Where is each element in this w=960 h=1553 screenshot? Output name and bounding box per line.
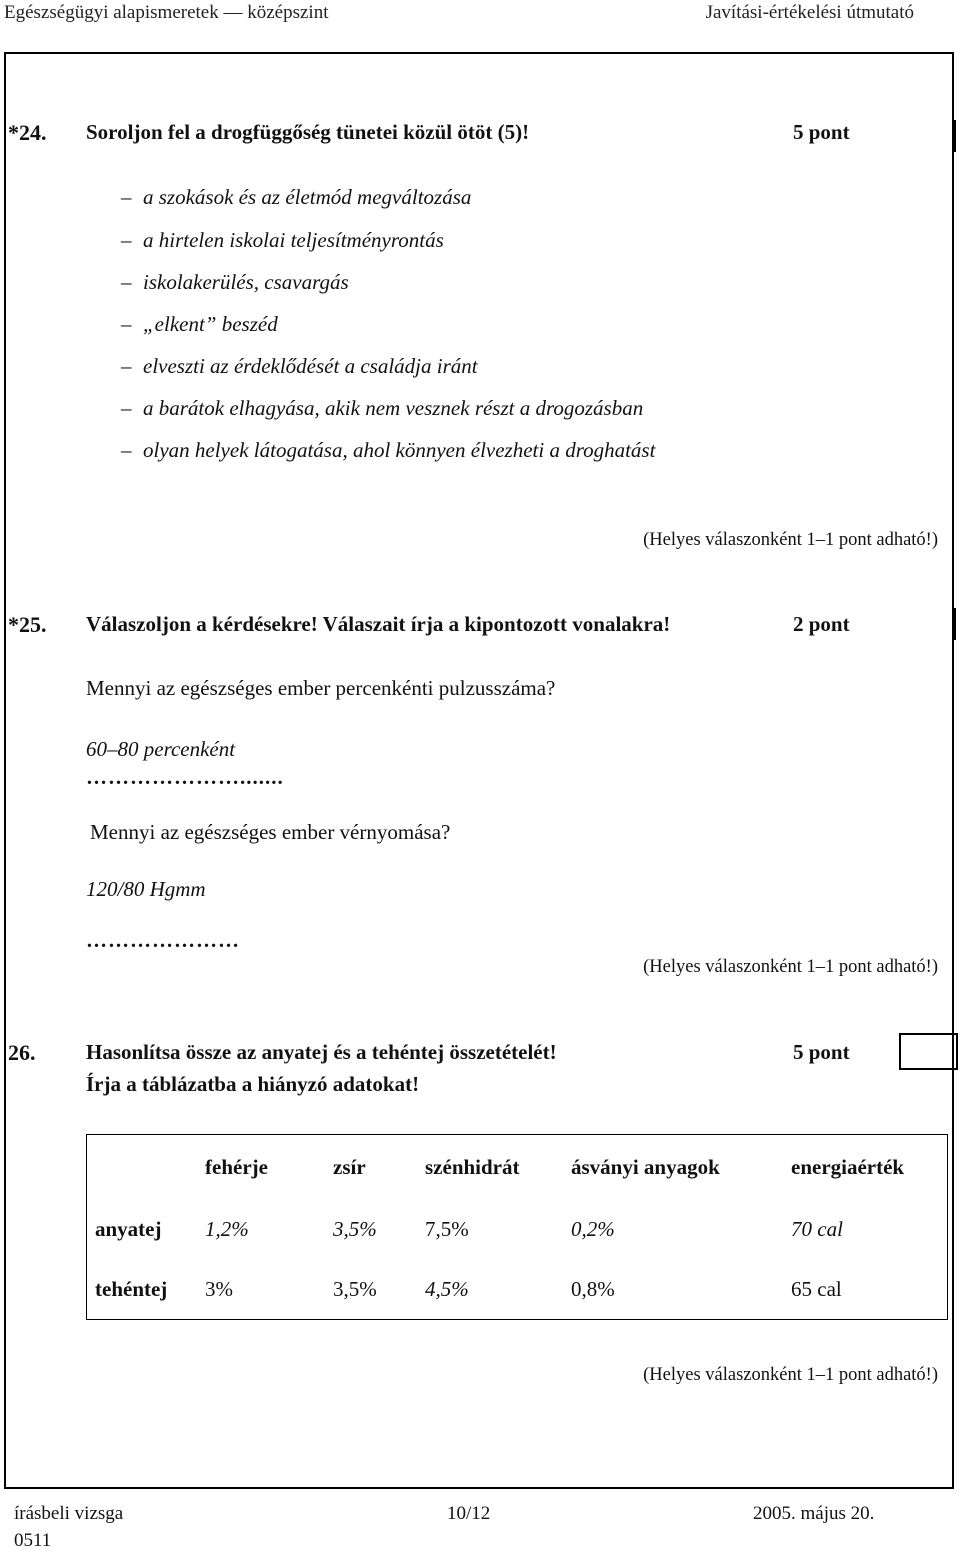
table-row [87,1199,948,1259]
q25-answer-pulse: 60–80 percenként [86,737,236,761]
table-cell: 3,5% [333,1216,377,1241]
list-item: – a hirtelen iskolai teljesítményrontás [121,228,444,252]
q25-answer-blood-pressure: 120/80 Hgmm [86,877,206,901]
q25-dotted-line-1: …………………....... [86,765,284,789]
table-header-cell: szénhidrát [417,1135,563,1200]
q24-points: 5 pont [793,120,850,144]
q24-number: *24. [8,120,47,145]
table-row-label: tehéntej [87,1259,198,1320]
footer-exam-type: írásbeli vizsga [14,1503,124,1524]
table-cell: 0,8% [563,1259,783,1320]
footer-exam-code: 0511 [14,1530,52,1551]
q26-number: 26. [8,1040,36,1065]
table-row [87,1259,948,1320]
table-cell: 70 cal [783,1199,948,1259]
q25-text: Válaszoljon a kérdésekre! Válaszait írja a kipontozott vonalakra! [86,612,671,636]
table-cell: 1,2% [205,1216,249,1241]
table-row-label: anyatej [87,1199,198,1259]
q26-points: 5 pont [793,1040,850,1064]
list-item: – a szokások és az életmód megváltozása [121,185,472,209]
table-cell [87,1135,198,1200]
q24-text: Soroljon fel a drogfüggőség tünetei közül ötöt (5)! [86,120,530,144]
table-header-cell: fehérje [197,1135,325,1200]
q25-points: 2 pont [793,612,850,636]
table-cell: 65 cal [783,1259,948,1320]
table-cell: 3,5% [325,1259,417,1320]
list-item: – a barátok elhagyása, akik nem vesznek részt a drogozásban [121,396,644,420]
score-box-edge [954,608,956,640]
q25-scoring-note: (Helyes válaszonként 1–1 pont adható!) [643,957,938,977]
table-header-cell: zsír [325,1135,417,1200]
score-box-edge [954,120,956,152]
table-cell: 0,2% [571,1216,615,1241]
q25-question-pulse: Mennyi az egészséges ember percenkénti pulzusszáma? [86,676,556,700]
table-cell: 3% [197,1259,325,1320]
q26-text-line1: Hasonlítsa össze az anyatej és a tehéntej összetételét! [86,1040,557,1064]
q25-dotted-line-2: ………………… [86,928,240,952]
q26-scoring-note: (Helyes válaszonként 1–1 pont adható!) [643,1365,938,1385]
q25-question-blood-pressure: Mennyi az egészséges ember vérnyomása? [90,820,451,844]
table-cell: 7,5% [425,1216,469,1241]
list-item: – olyan helyek látogatása, ahol könnyen élvezheti a droghatást [121,438,656,462]
header-guide-title: Javítási-értékelési útmutató [705,2,914,23]
composition-table [86,1134,948,1320]
table-header-row [87,1135,948,1200]
list-item: – „elkent” beszéd [121,312,278,336]
footer-page-number: 10/12 [447,1503,491,1524]
footer-date: 2005. május 20. [753,1503,875,1524]
table-header-cell: energiaérték [783,1135,948,1200]
table-cell: 4,5% [417,1259,563,1320]
q25-number: *25. [8,612,47,637]
list-item: – elveszti az érdeklődését a családja iránt [121,354,478,378]
q24-scoring-note: (Helyes válaszonként 1–1 pont adható!) [643,530,938,550]
score-box [899,1033,958,1070]
table-header-cell: ásványi anyagok [563,1135,783,1200]
q26-text-line2: Írja a táblázatba a hiányzó adatokat! [86,1072,420,1096]
header-subject: Egészségügyi alapismeretek — középszint [4,2,329,23]
list-item: – iskolakerülés, csavargás [121,270,349,294]
